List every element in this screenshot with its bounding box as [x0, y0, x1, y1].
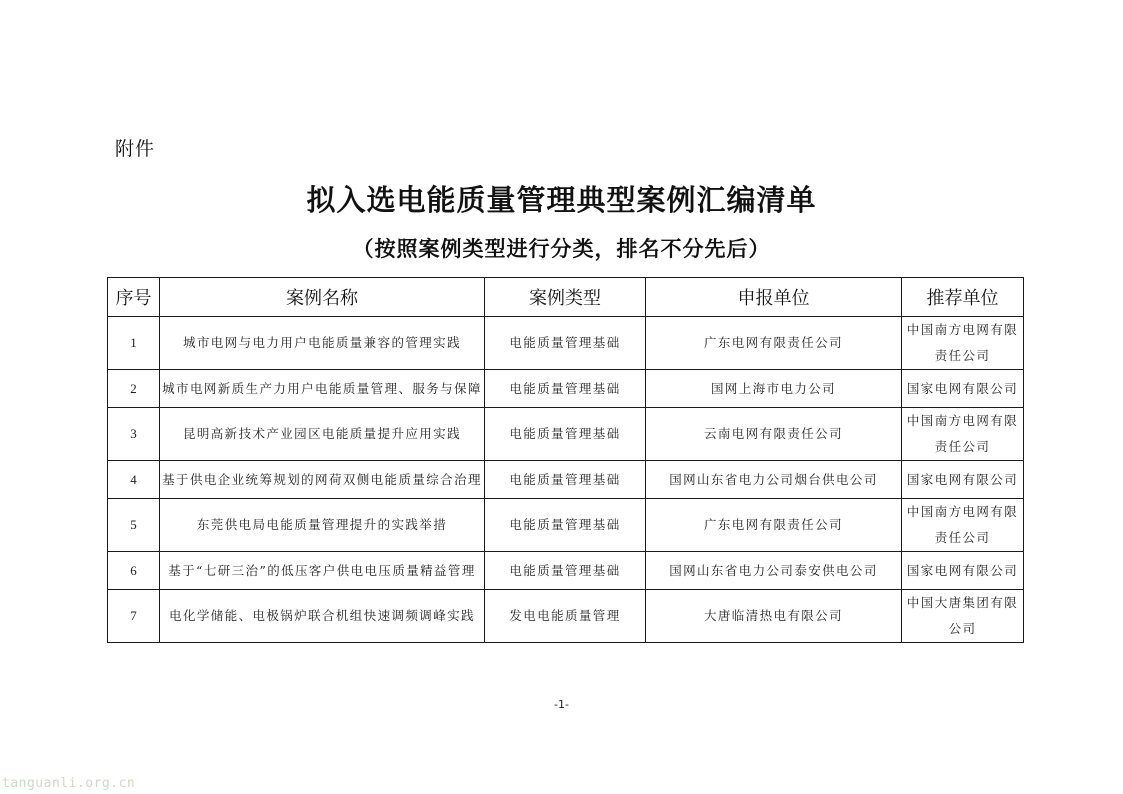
recommender-line: 中国南方电网有限 [906, 413, 1019, 428]
row-case-name: 东莞供电局电能质量管理提升的实践举措 [160, 499, 485, 552]
document-subtitle: （按照案例类型进行分类，排名不分先后） [352, 236, 771, 261]
row-recommender [902, 499, 1024, 552]
row-index: 6 [108, 552, 160, 590]
recommender-line: 国家电网有限公司 [906, 562, 1019, 578]
row-index: 3 [108, 408, 160, 461]
recommender-line: 中国大唐集团有限 [906, 595, 1019, 610]
row-case-name: 昆明高新技术产业园区电能质量提升应用实践 [160, 408, 485, 461]
header-recommender: 推荐单位 [902, 278, 1024, 317]
recommender-line: 公司 [948, 621, 977, 636]
row-index: 7 [108, 590, 160, 643]
row-recommender [902, 317, 1024, 370]
recommender-line: 中国南方电网有限 [906, 504, 1019, 519]
row-recommender [902, 408, 1024, 461]
page-number: -1- [554, 698, 569, 711]
row-case-type: 电能质量管理基础 [485, 370, 646, 408]
row-applicant: 广东电网有限责任公司 [646, 499, 902, 552]
recommender-line: 责任公司 [934, 439, 991, 454]
row-applicant: 广东电网有限责任公司 [646, 317, 902, 370]
recommender-line: 责任公司 [934, 530, 991, 545]
table-row [108, 461, 1024, 499]
row-index: 5 [108, 499, 160, 552]
row-applicant: 国网山东省电力公司烟台供电公司 [646, 461, 902, 499]
table-row [108, 499, 1024, 552]
document-title: 拟入选电能质量管理典型案例汇编清单 [306, 183, 817, 217]
attachment-label: 附件 [115, 138, 156, 160]
table-row [108, 552, 1024, 590]
table-row [108, 317, 1024, 370]
watermark-text: tanguanli.org.cn [2, 776, 136, 791]
header-case-type: 案例类型 [485, 278, 646, 317]
row-applicant: 云南电网有限责任公司 [646, 408, 902, 461]
row-index: 1 [108, 317, 160, 370]
row-recommender [902, 461, 1024, 499]
row-recommender [902, 370, 1024, 408]
recommender-line: 中国南方电网有限 [906, 322, 1019, 337]
table-row [108, 370, 1024, 408]
row-case-type: 电能质量管理基础 [485, 317, 646, 370]
row-case-type: 发电电能质量管理 [485, 590, 646, 643]
case-list-table [107, 277, 1024, 643]
row-case-name: 基于“七研三治”的低压客户供电电压质量精益管理 [160, 552, 485, 590]
recommender-line: 国家电网有限公司 [906, 471, 1019, 487]
row-applicant: 大唐临清热电有限公司 [646, 590, 902, 643]
recommender-line: 国家电网有限公司 [906, 380, 1019, 396]
row-case-type: 电能质量管理基础 [485, 499, 646, 552]
row-applicant: 国网山东省电力公司泰安供电公司 [646, 552, 902, 590]
recommender-line: 责任公司 [934, 348, 991, 363]
table-header-row [108, 278, 1024, 317]
table-row [108, 590, 1024, 643]
row-case-name: 基于供电企业统筹规划的网荷双侧电能质量综合治理 [160, 461, 485, 499]
row-case-type: 电能质量管理基础 [485, 461, 646, 499]
header-case-name: 案例名称 [160, 278, 485, 317]
table-row [108, 408, 1024, 461]
header-index: 序号 [108, 278, 160, 317]
row-index: 2 [108, 370, 160, 408]
row-recommender [902, 590, 1024, 643]
row-case-name: 城市电网与电力用户电能质量兼容的管理实践 [160, 317, 485, 370]
row-case-name: 城市电网新质生产力用户电能质量管理、服务与保障 [160, 370, 485, 408]
row-case-type: 电能质量管理基础 [485, 552, 646, 590]
header-applicant: 申报单位 [646, 278, 902, 317]
row-index: 4 [108, 461, 160, 499]
row-applicant: 国网上海市电力公司 [646, 370, 902, 408]
row-case-type: 电能质量管理基础 [485, 408, 646, 461]
row-case-name: 电化学储能、电极锅炉联合机组快速调频调峰实践 [160, 590, 485, 643]
row-recommender [902, 552, 1024, 590]
